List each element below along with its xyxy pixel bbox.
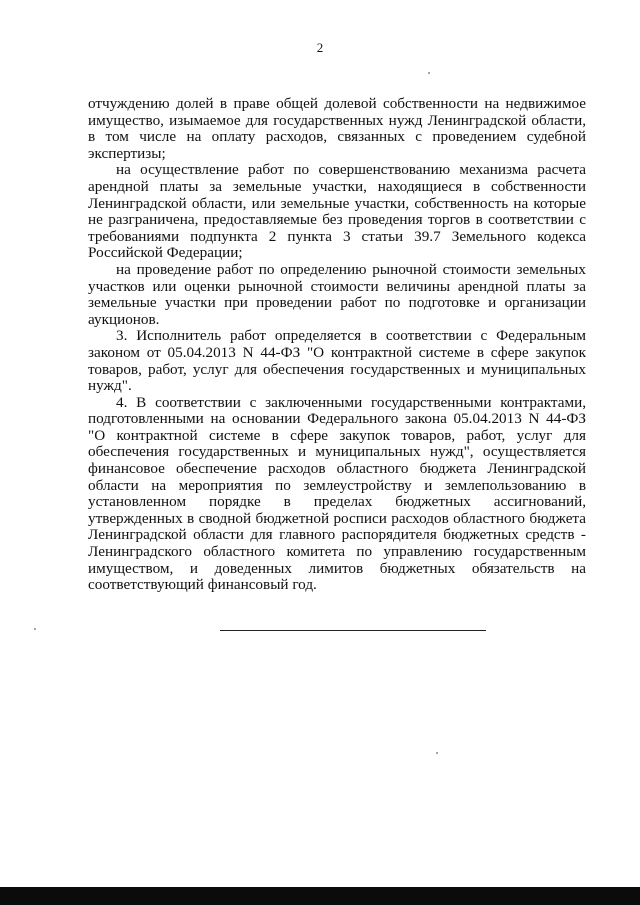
document-body	[88, 96, 586, 594]
scan-bottom-edge	[0, 887, 640, 905]
scan-speck	[428, 72, 430, 74]
page-number: 2	[316, 40, 324, 55]
paragraph-rent-mechanism: на осуществление работ по совершенствованию механизма расчета арендной платы за земельные участки, находящиеся в собственности Ленинградской области, или земельные участки, собственность на которые не разграничена, предоставляемые без проведения торгов в соответствии с требованиями подпункта 2 пункта 3 статьи 39.7 Земельного кодекса Российской Федерации;	[88, 161, 586, 262]
paragraph-market-value: на проведение работ по определению рыночной стоимости земельных участков или оценки рыночной стоимости величины арендной платы за земельные участки при проведении работ по подготовке и организации аукционов.	[88, 260, 586, 328]
paragraph-continuation: отчуждению долей в праве общей долевой собственности на недвижимое имущество, изымаемое для государственных нужд Ленинградской области, в том числе на оплату расходов, связанных с проведением судебной экспертизы;	[88, 95, 586, 162]
scan-speck	[436, 752, 438, 754]
scan-speck	[34, 628, 36, 630]
paragraph-clause-4: 4. В соответствии с заключенными государственными контрактами, подготовленными на основании Федерального закона 05.04.2013 N 44-ФЗ "О контрактной системе в сфере закупок товаров, работ, услуг для обеспечения государственных и муниципальных нужд", осуществляется финансовое обеспечение расходов областного бюджета Ленинградской области на мероприятия по землеустройству и землепользованию в установленном порядке в пределах бюджетных ассигнований, утвержденных в сводной бюджетной росписи расходов областного бюджета Ленинградской области для главного распорядителя бюджетных средств - Ленинградского областного комитета по управлению государственным имуществом, и доведенных лимитов бюджетных обязательств на соответствующий финансовый год.	[88, 393, 586, 594]
paragraph-clause-3: 3. Исполнитель работ определяется в соответствии с Федеральным законом от 05.04.2013 N 44-ФЗ "О контрактной системе в сфере закупок товаров, работ, услуг для обеспечения государственных и муниципальных нужд".	[88, 327, 586, 395]
end-separator-line	[220, 630, 486, 631]
